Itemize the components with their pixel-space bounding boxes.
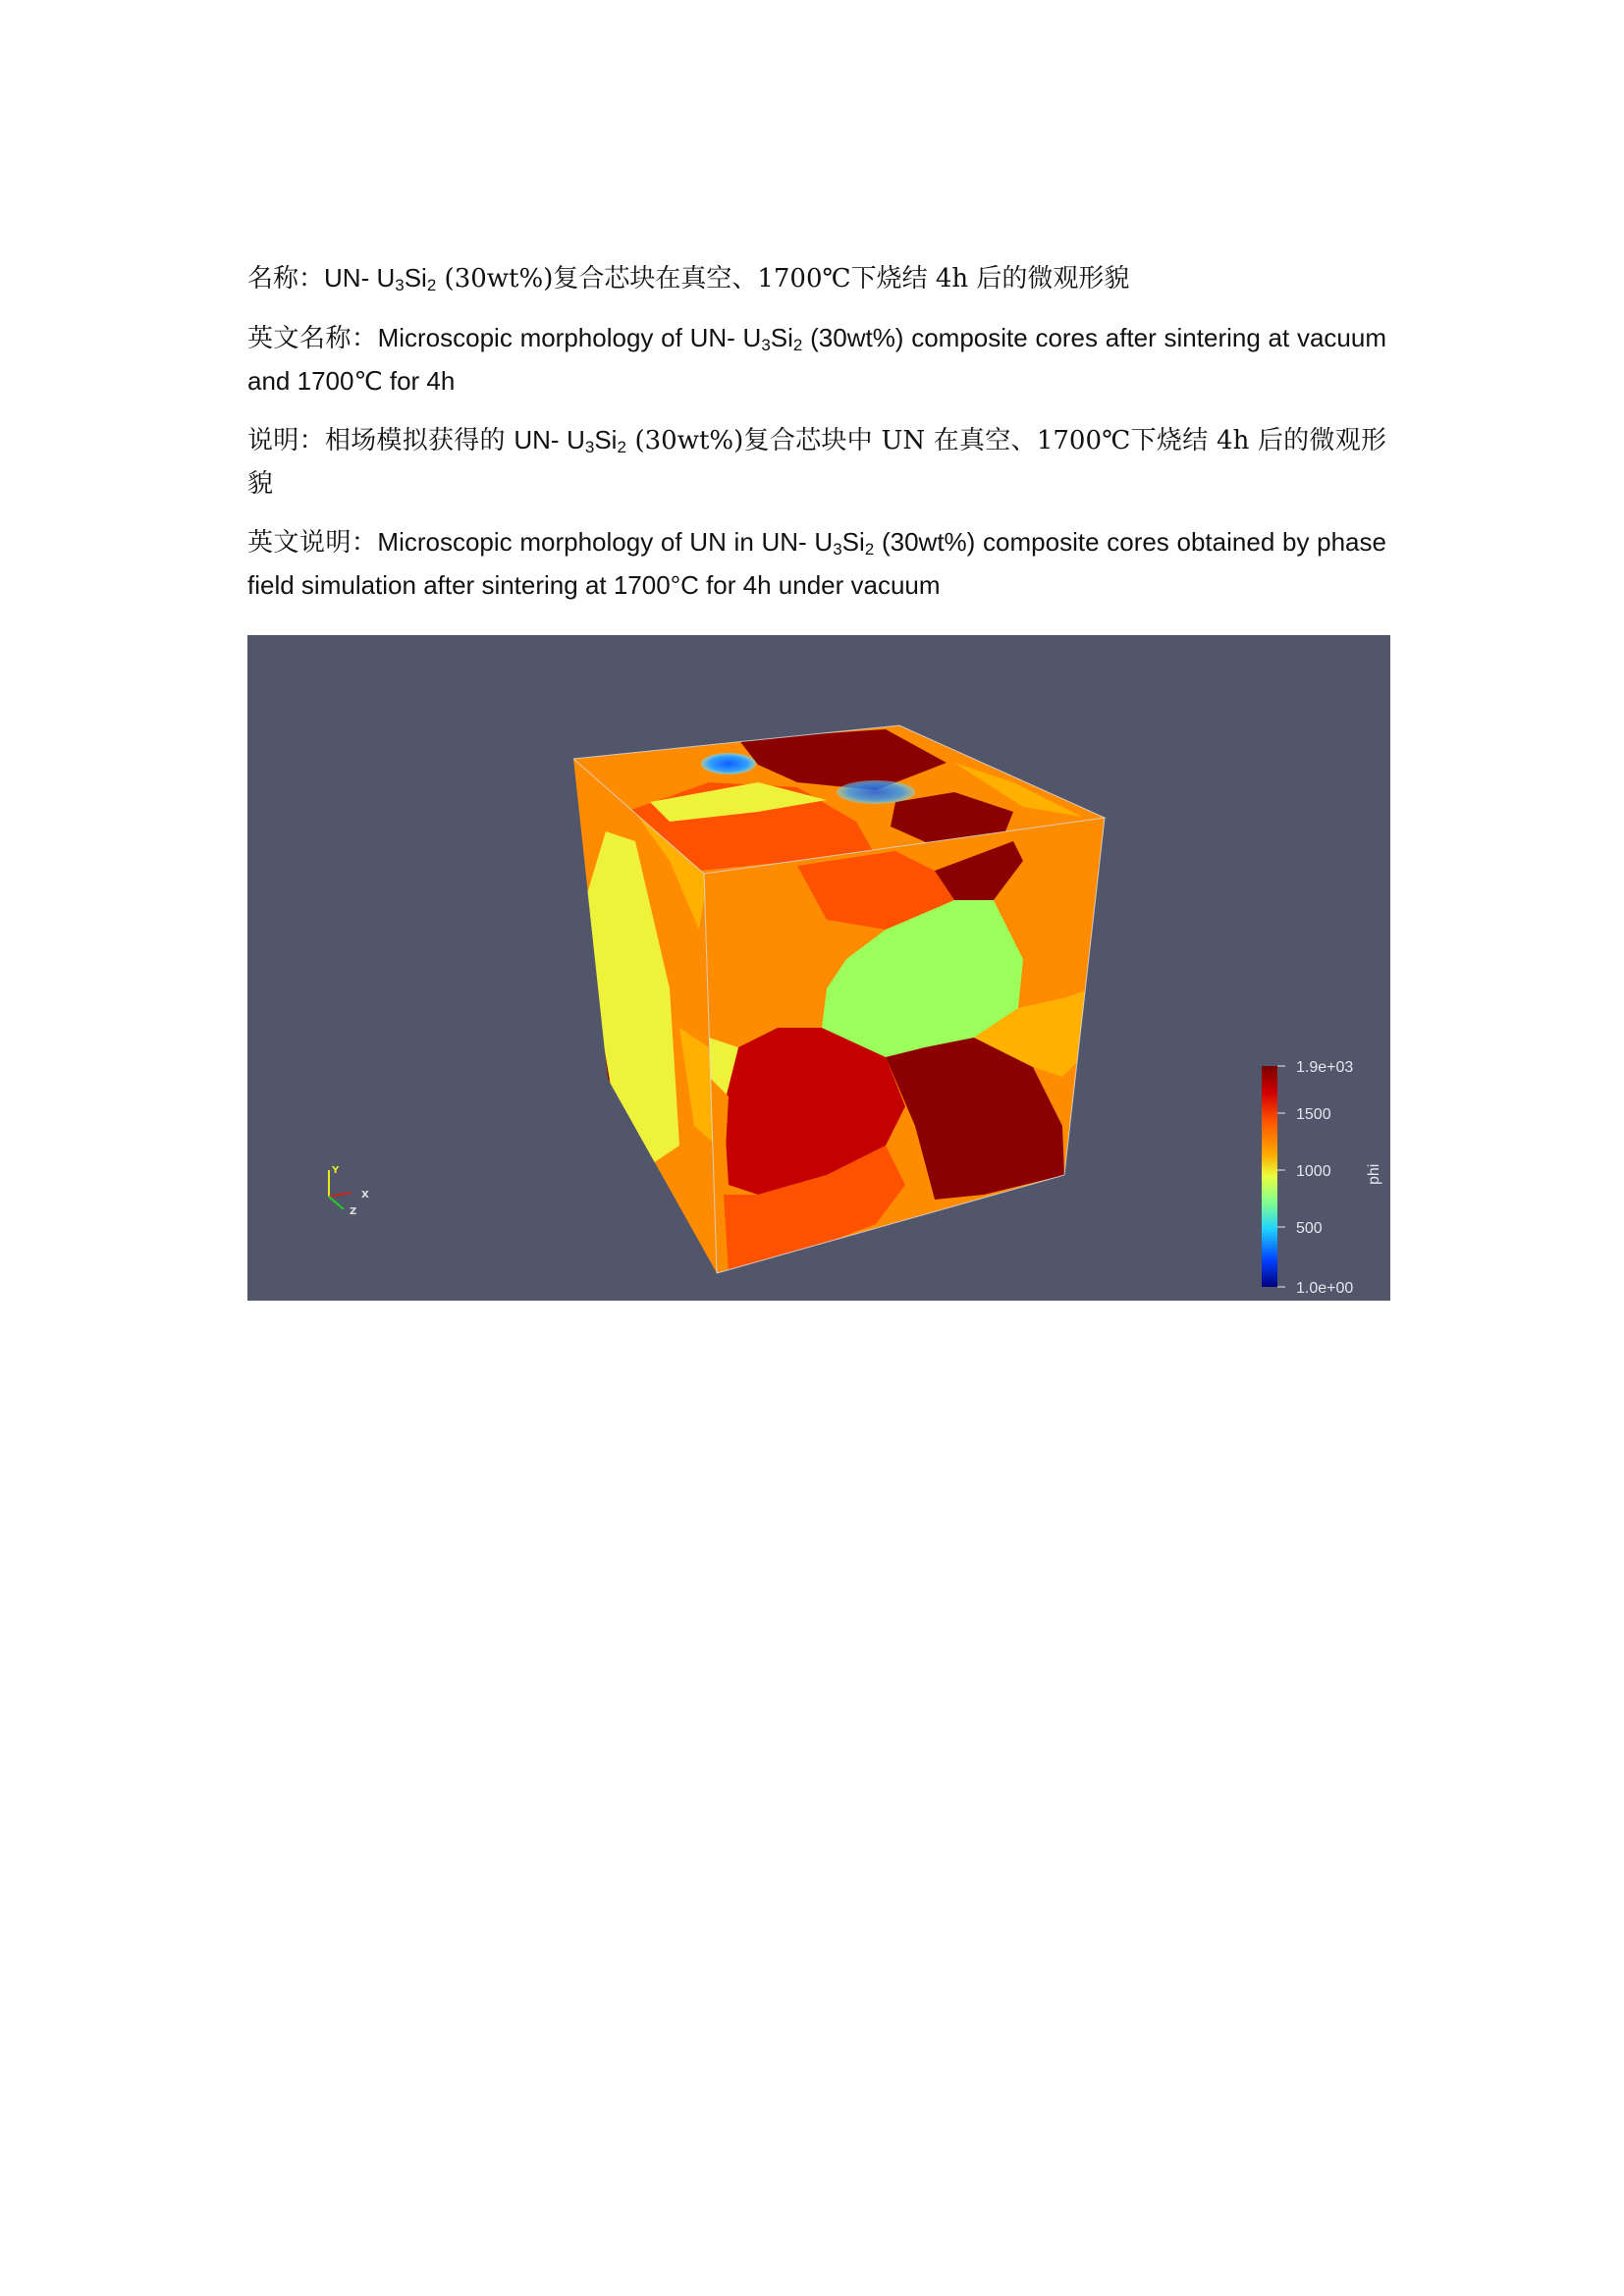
colorbar-tick-label: 1500 bbox=[1296, 1106, 1331, 1123]
text-segment: Si bbox=[594, 425, 618, 454]
subscript: 2 bbox=[864, 540, 875, 559]
text-segment: UN- U bbox=[514, 425, 585, 454]
colorbar-tick-label: 500 bbox=[1296, 1220, 1323, 1237]
x-axis-label: X bbox=[361, 1190, 369, 1201]
grain bbox=[701, 753, 756, 774]
text-segment: Si bbox=[770, 323, 793, 352]
subscript: 3 bbox=[584, 438, 595, 456]
label-title-zh: 名称： bbox=[247, 264, 325, 294]
label-title-en: 英文名称： bbox=[247, 324, 378, 353]
text-segment: Si bbox=[404, 263, 427, 293]
z-axis-label: Z bbox=[350, 1206, 357, 1217]
subscript: 3 bbox=[395, 276, 405, 294]
label-description-en: 英文说明： bbox=[247, 528, 378, 558]
subscript: 2 bbox=[426, 276, 437, 294]
text-segment: (30wt%)复合芯块中 UN 在真空、1700℃下烧结 4h 后的微观形貌 bbox=[247, 426, 1386, 499]
text-segment: (30wt%)复合芯块在真空、1700℃下烧结 4h 后的微观形貌 bbox=[436, 264, 1130, 294]
subscript: 3 bbox=[761, 336, 771, 354]
title-zh-paragraph bbox=[247, 257, 1386, 300]
text-segment: (30wt%) composite cores obtained by phase field simulation after sintering at 1700°C for 4h under vacuum bbox=[247, 527, 1386, 600]
colorbar-tick-label: 1000 bbox=[1296, 1163, 1331, 1180]
description-en-paragraph bbox=[247, 521, 1386, 607]
colorbar-title: phi bbox=[1366, 1163, 1382, 1185]
text-segment: Microscopic morphology of UN in UN- U bbox=[377, 527, 834, 557]
simulation-figure bbox=[247, 635, 1390, 1301]
colorbar-gradient bbox=[1262, 1066, 1277, 1287]
subscript: 2 bbox=[792, 336, 803, 354]
label-description-zh: 说明： bbox=[247, 426, 325, 455]
colorbar-tick-label: 1.0e+00 bbox=[1296, 1280, 1354, 1297]
text-segment: (30wt%) composite cores after sintering at vacuum and 1700℃ for 4h bbox=[247, 323, 1386, 396]
description-zh-paragraph bbox=[247, 419, 1386, 506]
text-segment: UN- U bbox=[324, 263, 396, 293]
text-segment: Microscopic morphology of UN- U bbox=[377, 323, 762, 352]
colorbar-tick-label: 1.9e+03 bbox=[1296, 1059, 1354, 1076]
title-en-paragraph bbox=[247, 317, 1386, 402]
subscript: 3 bbox=[833, 540, 842, 559]
text-segment: 相场模拟获得的 bbox=[324, 426, 514, 455]
text-segment: Si bbox=[841, 527, 865, 557]
subscript: 2 bbox=[617, 438, 626, 456]
y-axis-label: Y bbox=[332, 1165, 340, 1176]
grain bbox=[837, 780, 915, 804]
